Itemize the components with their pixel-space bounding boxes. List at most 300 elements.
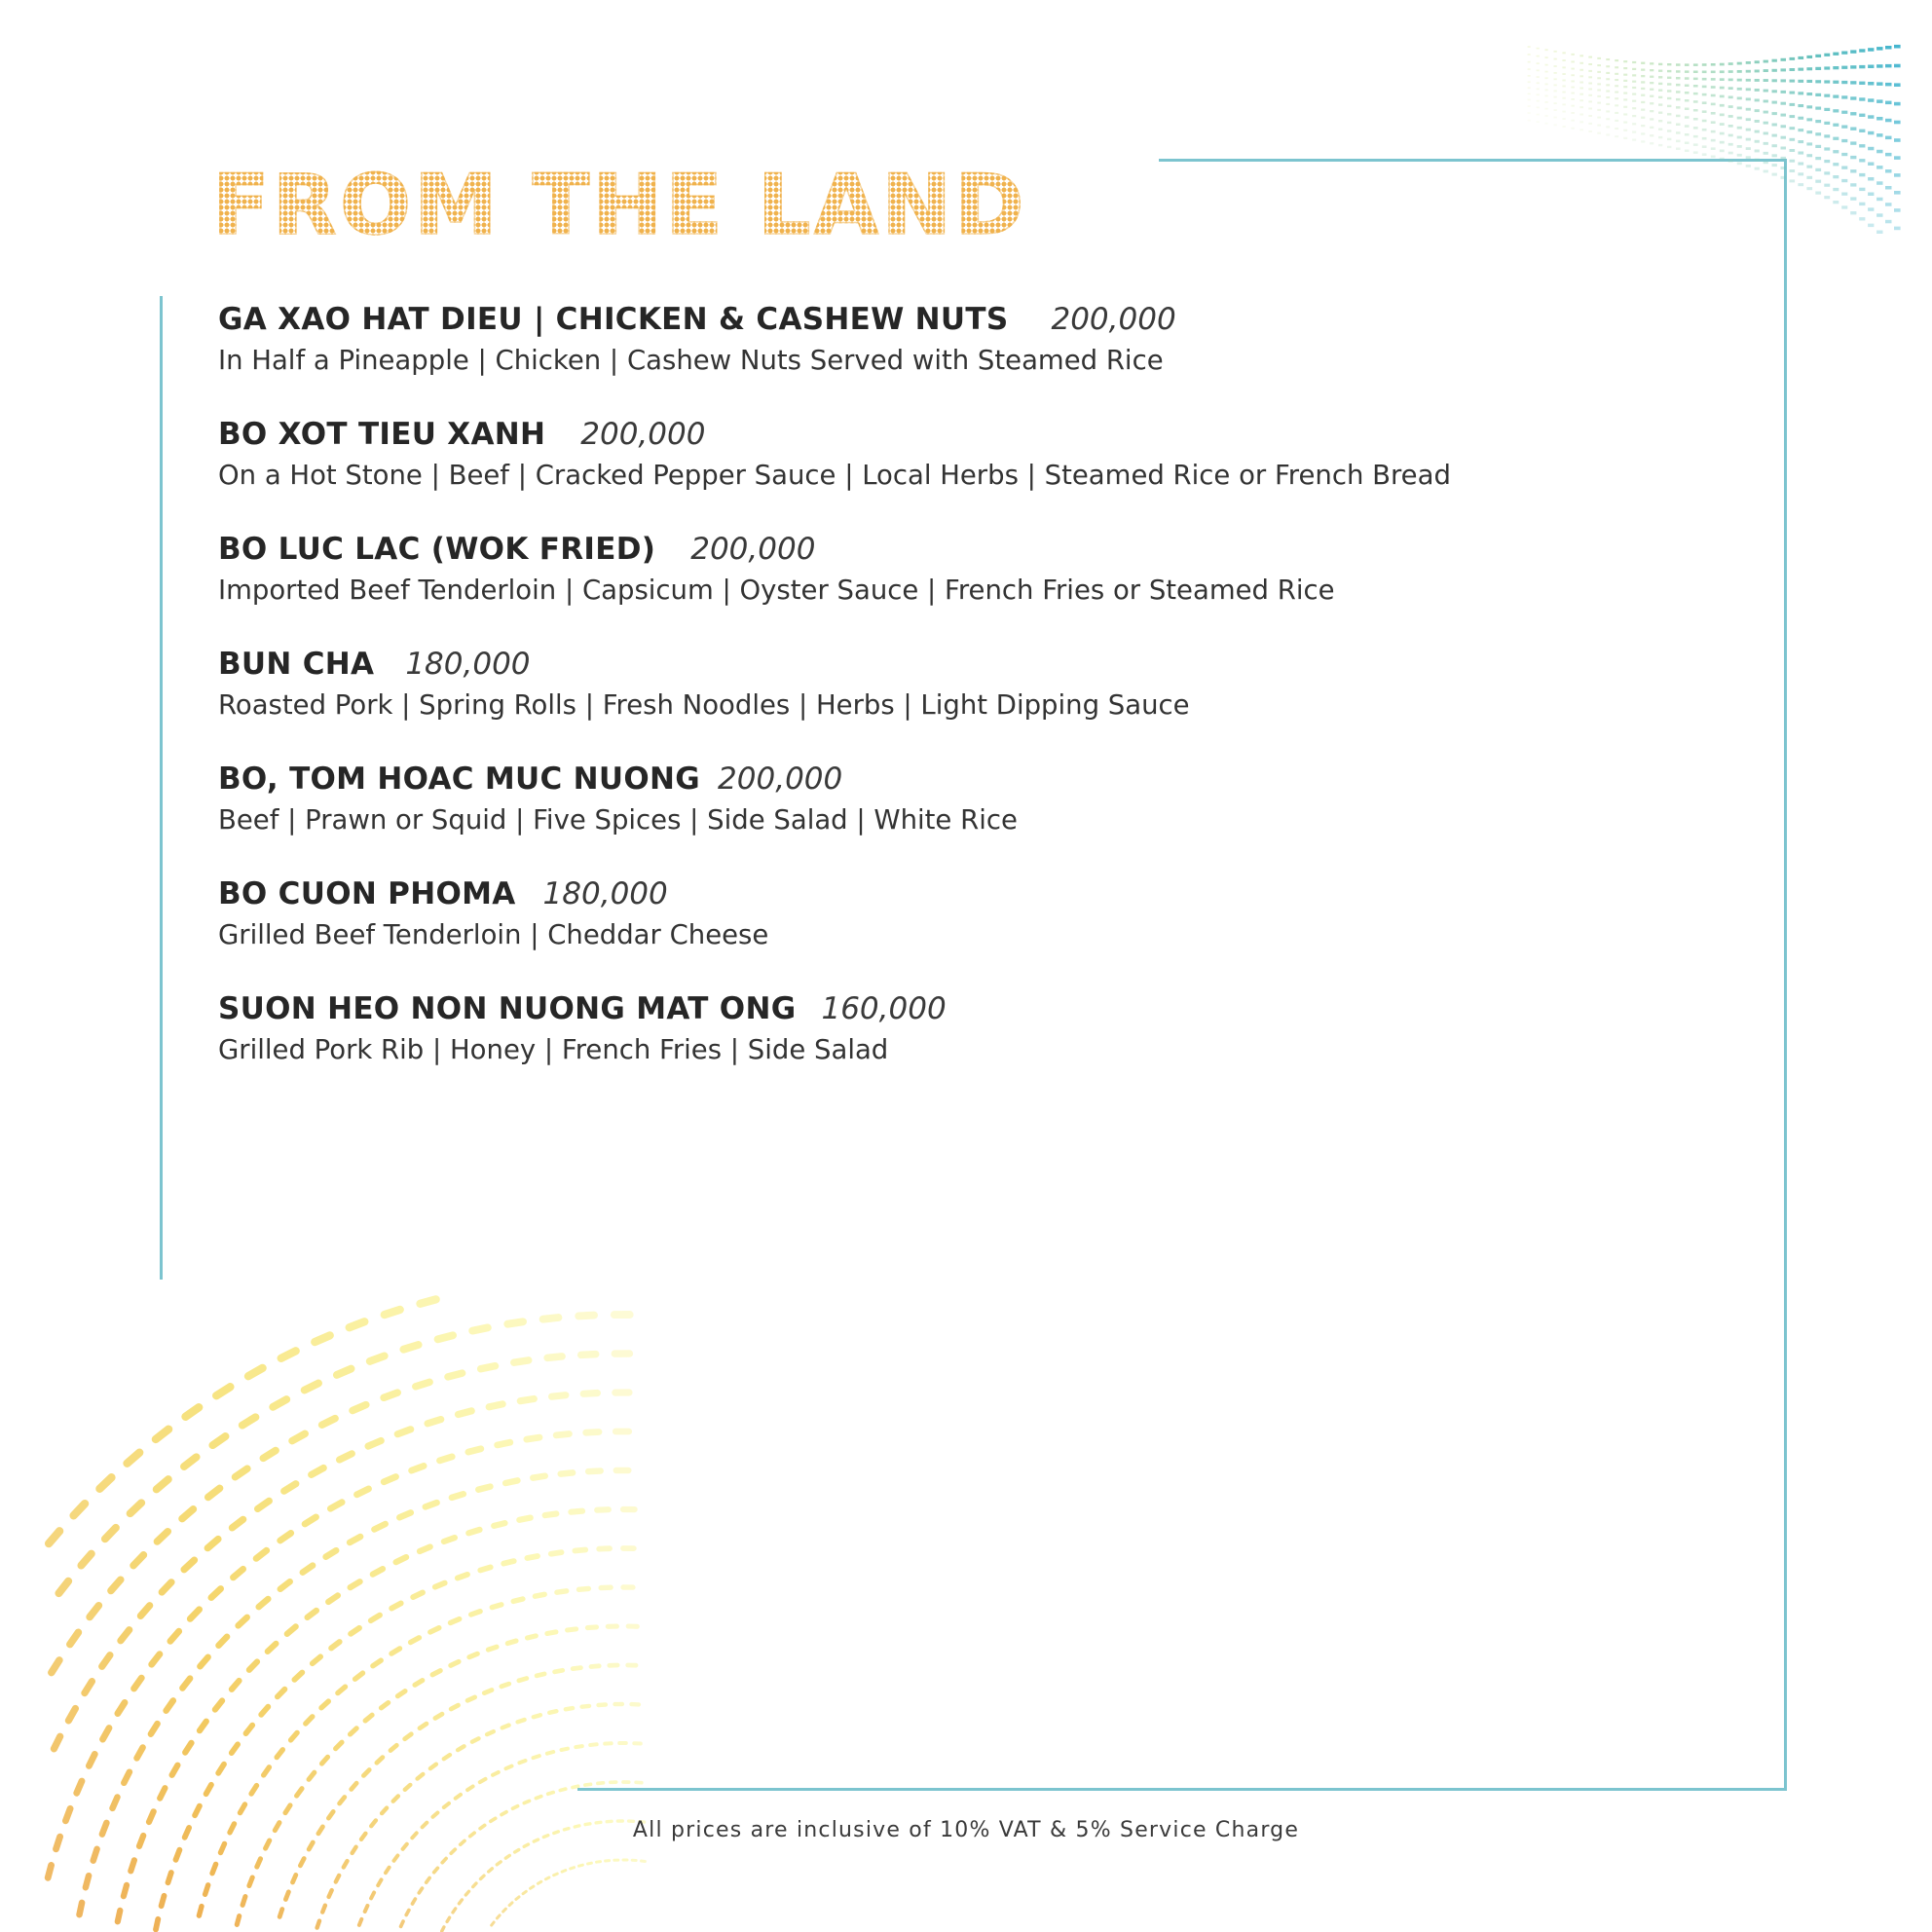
cool-wave-dot	[1667, 90, 1671, 92]
cool-wave-dot	[1615, 92, 1618, 93]
cool-wave-dot	[1711, 147, 1716, 150]
menu-item-heading	[218, 298, 1737, 341]
cool-wave-dot	[1693, 63, 1698, 66]
menu-item-price: 200,000	[690, 532, 816, 567]
cool-wave-dot	[1658, 129, 1662, 130]
warm-arc-dash	[371, 1616, 380, 1621]
warm-arc-dash	[537, 1674, 544, 1676]
warm-arc-dash	[118, 1911, 121, 1921]
warm-arc-dash	[363, 1770, 369, 1776]
warm-arc-dash	[80, 1903, 83, 1914]
warm-arc-dash	[534, 1756, 539, 1758]
cool-wave-dot	[1711, 156, 1716, 159]
warm-arc-dash	[317, 1921, 319, 1928]
cool-wave-dot	[1632, 68, 1636, 70]
cool-wave-dot	[1833, 53, 1839, 56]
cool-wave-dot	[1876, 231, 1882, 235]
cool-wave-dot	[1781, 102, 1787, 105]
cool-wave-dot	[1693, 143, 1698, 146]
cool-wave-dot	[1685, 116, 1690, 119]
cool-wave-dot	[1720, 158, 1725, 161]
warm-arc-dash	[156, 1430, 168, 1439]
cool-wave-dot	[1772, 164, 1777, 167]
warm-arc-dash	[385, 1310, 400, 1315]
cool-wave-dot	[1693, 71, 1698, 74]
warm-arc-dash	[248, 1368, 263, 1376]
cool-wave-dot	[1859, 114, 1865, 117]
warm-arc-dash	[306, 1717, 313, 1724]
warm-arc-dash	[427, 1420, 441, 1424]
warm-arc-dash	[221, 1843, 225, 1852]
cool-wave-dot	[1790, 127, 1796, 130]
cool-wave-dot	[1728, 87, 1733, 90]
cool-wave-dot	[1554, 58, 1557, 60]
warm-arc-dash	[207, 1540, 218, 1548]
cool-wave-dot	[1772, 112, 1777, 115]
warm-arc-dash	[352, 1783, 356, 1789]
warm-arc-dash	[554, 1874, 558, 1876]
cool-wave-dot	[1545, 123, 1548, 125]
cool-wave-dot	[1764, 170, 1768, 173]
warm-arc-dash	[157, 1479, 168, 1489]
cool-wave-dot	[1702, 153, 1707, 156]
warm-arc-dash	[583, 1393, 597, 1394]
warm-arc-dash	[531, 1886, 534, 1888]
menu-item-price: 200,000	[580, 417, 706, 452]
cool-wave-dot	[1597, 64, 1601, 66]
cool-wave-dot	[1806, 187, 1812, 190]
cool-wave-dot	[1885, 220, 1892, 224]
warm-arc-dash	[212, 1864, 216, 1873]
warm-arc-dash	[520, 1399, 534, 1401]
cool-wave-dot	[1685, 77, 1690, 80]
warm-arc-dash	[411, 1638, 420, 1643]
cool-wave-dot	[1702, 86, 1707, 89]
warm-arc-dash	[426, 1503, 437, 1506]
cool-wave-dot	[1702, 63, 1707, 66]
cool-wave-dot	[1815, 157, 1821, 160]
warm-arc-dash	[137, 1748, 143, 1759]
warm-arc-dash	[280, 1581, 290, 1589]
cool-wave-dot	[1833, 137, 1839, 140]
cool-wave-dot	[1806, 166, 1812, 168]
cool-wave-dot	[1876, 150, 1882, 154]
warm-arc-dash	[590, 1744, 597, 1745]
menu-item-name: BO, TOM HOAC MUC NUONG	[218, 762, 701, 797]
warm-arc-dash	[597, 1862, 601, 1863]
warm-arc-dash	[438, 1335, 453, 1339]
warm-arc-dash	[287, 1626, 296, 1634]
cool-wave-dot	[1528, 105, 1531, 107]
cool-wave-dot	[1728, 70, 1733, 73]
cool-wave-dot	[1859, 217, 1865, 220]
cool-wave-dot	[1876, 99, 1882, 103]
warm-arc-dash	[502, 1812, 506, 1815]
warm-arc-dash	[140, 1606, 149, 1616]
cool-wave-dot	[1641, 125, 1645, 127]
cool-wave-dot	[1728, 143, 1733, 146]
cool-wave-dot	[1868, 82, 1874, 86]
warm-arc-dash	[284, 1484, 296, 1492]
cool-wave-dot	[1545, 71, 1548, 73]
cool-wave-dot	[1772, 90, 1777, 93]
warm-arc-dash	[151, 1724, 158, 1734]
warm-arc-dash	[308, 1611, 316, 1617]
cool-wave-dot	[1615, 128, 1618, 130]
warm-arc-dash	[472, 1327, 488, 1330]
cool-wave-dot	[1588, 76, 1592, 78]
cool-wave-dot	[1876, 133, 1882, 137]
warm-arc-dash	[156, 1919, 158, 1930]
cool-wave-dot	[1894, 227, 1901, 231]
cool-wave-dot	[1850, 96, 1856, 99]
cool-wave-dot	[1641, 117, 1645, 119]
warm-arc-dash	[162, 1582, 171, 1592]
cool-wave-dot	[1545, 101, 1548, 103]
cool-wave-dot	[1798, 92, 1803, 94]
cool-wave-dot	[1579, 82, 1583, 84]
cool-wave-dot	[1885, 83, 1892, 87]
warm-arc-dash	[391, 1649, 400, 1653]
cool-wave-dot	[1728, 115, 1733, 118]
cool-wave-dot	[1571, 93, 1575, 94]
warm-arc-dash	[384, 1477, 395, 1482]
warm-arc-dash	[285, 1805, 290, 1813]
cool-wave-dot	[1632, 87, 1636, 89]
cool-wave-dot	[1554, 102, 1557, 104]
cool-wave-dot	[1868, 163, 1874, 167]
warm-arc-dash	[351, 1728, 357, 1734]
warm-arc-dash	[399, 1512, 411, 1517]
cool-wave-dot	[1711, 71, 1716, 74]
warm-arc-dash	[566, 1708, 573, 1709]
cool-wave-dot	[1868, 98, 1874, 102]
cool-wave-dot	[1755, 70, 1760, 73]
cool-wave-dot	[1571, 74, 1575, 76]
warm-arc-dash	[505, 1480, 517, 1483]
cool-wave-dot	[1641, 75, 1645, 77]
warm-arc-dash	[516, 1897, 519, 1900]
cool-wave-dot	[1658, 70, 1662, 72]
cool-wave-dot	[1650, 134, 1653, 136]
warm-arc-dash	[406, 1911, 409, 1915]
cool-wave-dot	[1650, 118, 1653, 120]
cool-wave-dot	[1764, 142, 1768, 145]
cool-wave-dot	[1790, 92, 1796, 94]
cool-wave-dot	[1824, 160, 1830, 163]
cool-wave-dot	[1755, 150, 1760, 153]
warm-arc-dash	[242, 1417, 256, 1425]
cool-wave-dot	[1597, 102, 1601, 104]
warm-arc-dash	[236, 1468, 247, 1477]
warm-arc-dash	[442, 1927, 444, 1931]
cool-wave-dot	[1554, 65, 1557, 67]
cool-wave-dot	[1597, 71, 1601, 73]
warm-arc-dash	[281, 1351, 296, 1358]
cool-wave-dot	[1623, 60, 1627, 62]
cool-wave-dot	[1755, 109, 1760, 112]
cool-wave-dot	[1868, 115, 1874, 119]
cool-wave-dot	[1606, 78, 1610, 80]
warm-arc-dash	[519, 1761, 525, 1763]
cool-wave-dot	[1693, 93, 1698, 95]
warm-arc-dash	[170, 1631, 179, 1641]
warm-arc-dash	[575, 1550, 585, 1551]
cool-wave-dot	[1641, 69, 1645, 71]
cool-wave-dot	[1615, 135, 1618, 137]
warm-arc-dash	[103, 1728, 110, 1740]
cool-wave-dot	[1667, 97, 1671, 99]
cool-wave-dot	[1772, 59, 1777, 62]
warm-arc-dash	[351, 1581, 360, 1587]
cool-wave-dot	[1824, 134, 1830, 137]
cool-wave-dot	[1650, 89, 1653, 91]
menu-item	[218, 413, 1737, 528]
cool-wave-dot	[1537, 100, 1540, 102]
cool-wave-dot	[1632, 115, 1636, 117]
warm-arc-dash	[413, 1592, 423, 1597]
warm-arc-dash	[527, 1556, 538, 1558]
cool-wave-dot	[1720, 104, 1725, 107]
warm-arc-dash	[205, 1885, 208, 1895]
cool-wave-dot	[1554, 72, 1557, 74]
warm-arc-dash	[519, 1679, 527, 1681]
cool-wave-dot	[1859, 188, 1865, 191]
warm-arc-dash	[105, 1528, 116, 1540]
warm-arc-dash	[293, 1875, 296, 1882]
warm-arc-dash	[430, 1628, 439, 1632]
warm-arc-dash	[77, 1781, 82, 1793]
cool-wave-dot	[1894, 83, 1901, 87]
cool-wave-dot	[1667, 146, 1671, 148]
cool-wave-dot	[1623, 67, 1627, 69]
cool-wave-dot	[1562, 103, 1565, 105]
cool-wave-dot	[1868, 207, 1874, 211]
cool-wave-dot	[1764, 132, 1768, 135]
warm-arc-dash	[416, 1382, 429, 1387]
warm-arc-dash	[309, 1772, 315, 1779]
cool-wave-dot	[1588, 94, 1592, 96]
cool-wave-dot	[1676, 84, 1681, 87]
cool-wave-dot	[1841, 153, 1847, 156]
warm-arc-dash	[340, 1798, 345, 1804]
cool-wave-dot	[1876, 181, 1882, 185]
warm-arc-dash	[513, 1806, 518, 1809]
cool-wave-dot	[1841, 167, 1847, 169]
cool-wave-dot	[1824, 66, 1830, 69]
cool-wave-dot	[1885, 203, 1892, 206]
cool-wave-dot	[1562, 86, 1565, 88]
cool-wave-dot	[1554, 96, 1557, 98]
cool-wave-dot	[1623, 86, 1627, 88]
warm-arc-dash	[215, 1701, 222, 1710]
cool-wave-dot	[1833, 163, 1839, 166]
warm-arc-dash	[322, 1906, 325, 1913]
warm-arc-dash	[588, 1471, 601, 1472]
cool-wave-dot	[1746, 156, 1751, 159]
cool-wave-dot	[1833, 66, 1839, 69]
warm-arc-dash	[232, 1519, 242, 1528]
warm-arc-dash	[305, 1517, 316, 1524]
warm-arc-dash	[562, 1871, 566, 1873]
cool-wave-dot	[1859, 173, 1865, 176]
warm-arc-dash	[472, 1738, 479, 1741]
warm-arc-dash	[523, 1891, 526, 1893]
cool-wave-dot	[1755, 167, 1760, 170]
cool-wave-dot	[1650, 62, 1653, 64]
warm-arc-dash	[52, 1660, 59, 1673]
warm-arc-dash	[448, 1373, 463, 1377]
cool-wave-dot	[1781, 147, 1787, 150]
cool-wave-dot	[1597, 109, 1601, 111]
cool-wave-dot	[1806, 154, 1812, 157]
cool-wave-dot	[1615, 112, 1618, 114]
menu-item-name: GA XAO HAT DIEU | CHICKEN & CASHEW NUTS	[218, 302, 1009, 337]
cool-wave-dot	[1632, 131, 1636, 133]
warm-arc-dash	[548, 1793, 554, 1795]
cool-wave-dot	[1815, 132, 1821, 135]
warm-arc-dash	[536, 1797, 540, 1799]
warm-arc-dash	[442, 1859, 446, 1863]
warm-arc-dash	[336, 1876, 339, 1882]
warm-arc-dash	[350, 1321, 365, 1327]
cool-wave-dot	[1579, 75, 1583, 77]
cool-wave-dot	[1885, 136, 1892, 140]
menu-item-heading	[218, 413, 1737, 456]
cool-wave-dot	[1746, 88, 1751, 91]
cool-wave-dot	[1841, 66, 1847, 69]
cool-wave-dot	[1781, 157, 1787, 160]
cool-wave-dot	[1579, 93, 1583, 95]
cool-wave-dot	[1537, 114, 1540, 116]
warm-arc-dash	[503, 1909, 506, 1912]
cool-wave-dot	[1667, 130, 1671, 131]
cool-wave-dot	[1746, 108, 1751, 111]
cool-wave-dot	[1755, 79, 1760, 82]
cool-wave-dot	[1833, 175, 1839, 178]
warm-arc-dash	[212, 1436, 225, 1445]
cool-wave-dot	[1650, 110, 1653, 112]
warm-arc-dash	[478, 1487, 490, 1490]
cool-wave-dot	[1606, 118, 1610, 120]
cool-wave-dot	[1571, 68, 1575, 70]
cool-wave-dot	[1790, 160, 1796, 163]
cool-wave-dot	[1781, 58, 1787, 61]
warm-arc-dash	[182, 1509, 193, 1519]
warm-arc-dash	[326, 1550, 337, 1557]
cool-wave-dot	[1781, 167, 1787, 169]
cool-wave-dot	[1650, 95, 1653, 97]
warm-arc-dash	[518, 1720, 525, 1722]
warm-arc-dash	[54, 1736, 59, 1749]
menu-item-description: Grilled Beef Tenderloin | Cheddar Cheese	[218, 919, 769, 950]
warm-arc-dash	[545, 1514, 557, 1516]
cool-wave-dot	[1868, 177, 1874, 181]
warm-arc-dash	[552, 1395, 566, 1397]
cool-wave-dot	[1815, 120, 1821, 123]
warm-arc-dash	[251, 1786, 256, 1794]
warm-arc-dash	[365, 1715, 372, 1721]
cool-wave-dot	[1702, 129, 1707, 131]
warm-arc-dash	[507, 1321, 523, 1323]
cool-wave-dot	[1545, 108, 1548, 110]
cool-wave-dot	[1833, 201, 1839, 204]
menu-item-price: 160,000	[821, 991, 947, 1026]
cool-wave-dot	[1772, 134, 1777, 137]
cool-wave-dot	[1885, 169, 1892, 173]
warm-arc-dash	[578, 1316, 594, 1317]
warm-arc-dash	[70, 1632, 79, 1644]
warm-arc-dash	[427, 1878, 429, 1883]
cool-wave-dot	[1545, 95, 1548, 97]
cool-wave-dot	[1781, 136, 1787, 139]
cool-wave-dot	[1833, 150, 1839, 153]
warm-arc-dash	[86, 1876, 89, 1887]
warm-arc-dash	[208, 1488, 220, 1497]
cool-wave-dot	[1764, 161, 1768, 164]
warm-arc-dash	[394, 1856, 398, 1861]
cool-wave-dot	[1615, 79, 1618, 81]
cool-wave-dot	[1737, 79, 1742, 82]
cool-wave-dot	[1806, 105, 1812, 108]
warm-arc-dash	[168, 1873, 171, 1882]
warm-arc-dash	[206, 1785, 211, 1794]
cool-wave-dot	[1632, 123, 1636, 125]
cool-wave-dot	[1528, 68, 1531, 70]
warm-arc-dash	[507, 1641, 516, 1644]
cool-wave-dot	[1667, 77, 1671, 79]
cool-wave-dot	[1667, 122, 1671, 124]
cool-wave-dot	[1579, 62, 1583, 64]
cool-wave-dot	[1894, 64, 1901, 68]
cool-wave-dot	[1841, 193, 1847, 196]
cool-wave-dot	[1790, 179, 1796, 182]
cool-wave-dot	[1841, 95, 1847, 98]
cool-wave-dot	[1623, 93, 1627, 94]
cool-wave-dot	[1588, 70, 1592, 72]
cool-wave-dot	[1790, 149, 1796, 152]
cool-wave-dot	[1606, 126, 1610, 128]
warm-arc-dash	[357, 1489, 369, 1495]
warm-arc-dash	[598, 1783, 604, 1784]
cool-wave-dot	[1685, 108, 1690, 111]
cool-wave-dot	[1798, 140, 1803, 143]
cool-wave-dot	[1641, 109, 1645, 111]
cool-wave-dot	[1868, 147, 1874, 151]
cool-wave-dot	[1833, 188, 1839, 191]
warm-arc-dash	[471, 1612, 480, 1615]
cool-wave-dot	[1841, 81, 1847, 84]
warm-arc-dash	[444, 1755, 450, 1759]
cool-wave-dot	[1746, 165, 1751, 167]
warm-arc-dash	[467, 1697, 475, 1700]
warm-arc-dash	[391, 1603, 401, 1608]
cool-wave-dot	[1588, 108, 1592, 110]
cool-wave-dot	[1641, 94, 1645, 96]
cool-wave-dot	[1859, 203, 1865, 205]
cool-wave-dot	[1833, 95, 1839, 98]
warm-arc-dash	[401, 1921, 403, 1926]
cool-wave-dot	[1772, 69, 1777, 72]
cool-wave-dot	[1658, 120, 1662, 122]
cool-wave-dot	[1615, 85, 1618, 87]
cool-wave-dot	[1667, 83, 1671, 85]
warm-arc-dash	[493, 1772, 499, 1775]
cool-wave-dot	[1894, 102, 1901, 106]
cool-wave-dot	[1537, 48, 1540, 50]
cool-wave-dot	[1658, 144, 1662, 146]
cool-wave-dot	[1876, 117, 1882, 121]
